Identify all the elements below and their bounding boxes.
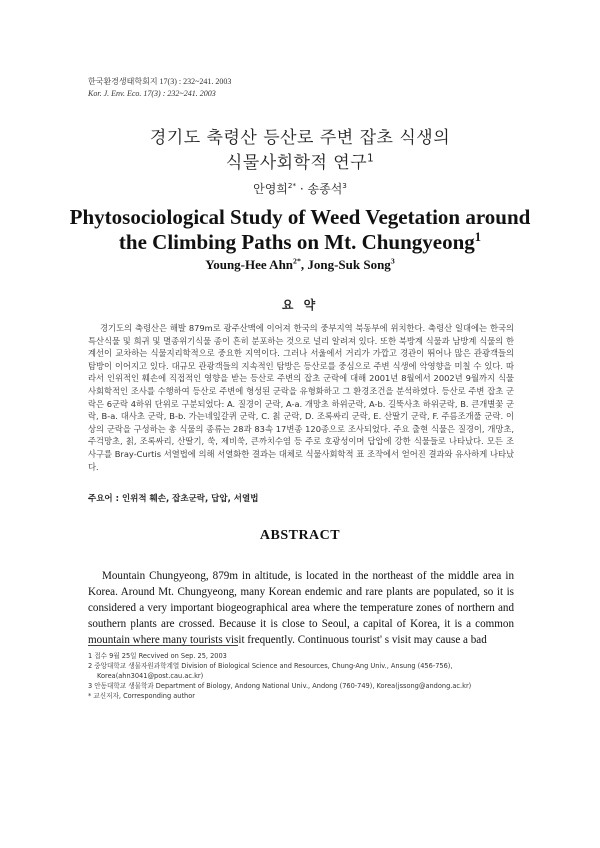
- footnotes: [88, 651, 518, 701]
- english-author-2-mark: 3: [390, 256, 395, 266]
- journal-reference: [88, 76, 231, 100]
- korean-title-line2: [0, 151, 600, 176]
- keywords: 주요어 : 인위적 훼손, 잡초군락, 답압, 서열법: [88, 494, 259, 504]
- journal-ref-kr: 한국환경생태학회지 17(3) : 232~241. 2003: [88, 77, 232, 86]
- english-abstract: Mountain Chungyeong, 879m in altitude, is located in the northeast of the middle area in Korea. Around Mt. Chungyeong, many Korean endemic and rare plants are populated, so it is considered a very important biogeographical area where the temperature zones of northern and southern plants are crossed. Because it is close to Seoul, a capital of Korea, it is a common mountain where many tourists visit frequently. Continuous tourist' s visit may cause a bad: [88, 570, 514, 646]
- abstract-heading: ABSTRACT: [259, 528, 341, 543]
- korean-title-line2-text: 식물사회학적 연구: [225, 153, 368, 173]
- journal-ref-en: Kor. J. Env. Eco. 17(3) : 232~241. 2003: [88, 89, 216, 98]
- footnote-received: 1 접수 9월 25일 Recvived on Sep. 25, 2003: [88, 652, 227, 660]
- english-title: [0, 205, 600, 255]
- korean-abstract-heading: 요 약: [281, 298, 319, 312]
- english-author-separator: ,: [300, 257, 308, 272]
- english-author-1: Young-Hee Ahn: [205, 257, 294, 272]
- korean-author-2: 송종석: [307, 182, 343, 196]
- english-author-1-mark: 2*: [293, 256, 301, 266]
- korean-title-line1: 경기도 축령산 등산로 주변 잡초 식생의: [149, 128, 451, 148]
- english-authors: [0, 257, 600, 273]
- footnote-corresponding: * 교신저자, Corresponding author: [88, 692, 195, 700]
- english-author-2: Jong-Suk Song: [307, 257, 391, 272]
- korean-author-1: 안영희: [253, 182, 288, 196]
- english-title-footnote-mark: 1: [474, 230, 482, 244]
- korean-title: [0, 126, 600, 176]
- korean-author-separator: ·: [296, 182, 308, 196]
- english-title-line2-text: the Climbing Paths on Mt. Chungyeong: [118, 230, 475, 254]
- korean-author-1-mark: 2*: [287, 181, 297, 190]
- korean-author-2-mark: 3: [342, 181, 347, 190]
- korean-abstract: 경기도의 축령산은 해발 879m로 광주산맥에 이어져 한국의 중부지역 북동부에 위치한다. 축령산 일대에는 한국의 특산식물 및 희귀 및 멸종위기식물 종이 흔히 분포하는 것으로 널리 알려져 있다. 또한 북방계 식물과 남방계 식물의 한계선이 교차하는 식물지리학적으로 중요한 지역이다. 그러나 서울에서 거리가 가깝고 경관이 뛰어나 많은 관광객들의 탐방이 이어지고 있다. 대규모 관광객들의 지속적인 탐방은 등산로를 중심으로 주변 식생에 악영향을 미칠 수 있다. 따라서 인위적인 훼손에 직접적인 영향을 받는 등산로 주변의 잡초 군락에 대해 2001년 8월에서 2002년 9월까지 식물사회학적인 조사를 수행하여 등산로 주변에 형성된 군락을 유형화하고 그 환경조건을 분석하였다. 등산로 주변 잡초 군락은 6군락 4하위 단위로 구분되었다: A. 질경이 군락, A-a. 개망초 하위군락, A-b. 길뚝사초 하위군락, B. 큰개별꽃 군락, B-a. 대사초 군락, B-b. 가는네잎갈퀴 군락, C. 칡 군락, D. 조록싸리 군락, E. 산딸기 군락, F. 주름조개풀 군락. 이상의 군락을 구성하는 총 식물의 종류는 28과 83속 17변종 120종으로 조사되었다. 주요 출현 식물은 질경이, 개망초, 주걱망초, 칡, 조록싸리, 산딸기, 쑥, 제비쑥, 큰까치수염 등 주로 호광성이며 답압에 강한 식물들로 나타났다. 모든 조사구를 Bray-Curtis 서열법에 의해 서열화한 결과는 대체로 식물사회학적 표 조작에서 얻어진 결과와 유사하게 나타났다.: [88, 323, 514, 472]
- korean-authors: [0, 180, 600, 197]
- footnote-affiliation-2-email: Korea(ahn3041@post.cau.ac.kr): [97, 672, 204, 680]
- footnote-affiliation-2: 2 중앙대학교 생물자원과학계열 Division of Biological Science and Resources, Chung-Ang Univ., Ansung (456-756),: [88, 662, 453, 670]
- korean-title-footnote-mark: 1: [367, 153, 375, 165]
- english-title-line2: [0, 230, 600, 255]
- footnote-rule: [88, 645, 238, 646]
- english-title-line1: Phytosociological Study of Weed Vegetation around: [69, 205, 531, 229]
- footnote-affiliation-3: 3 안동대학교 생물학과 Department of Biology, Andong National Univ., Andong (760-749), Korea(jssong@andong.ac.kr): [88, 682, 472, 690]
